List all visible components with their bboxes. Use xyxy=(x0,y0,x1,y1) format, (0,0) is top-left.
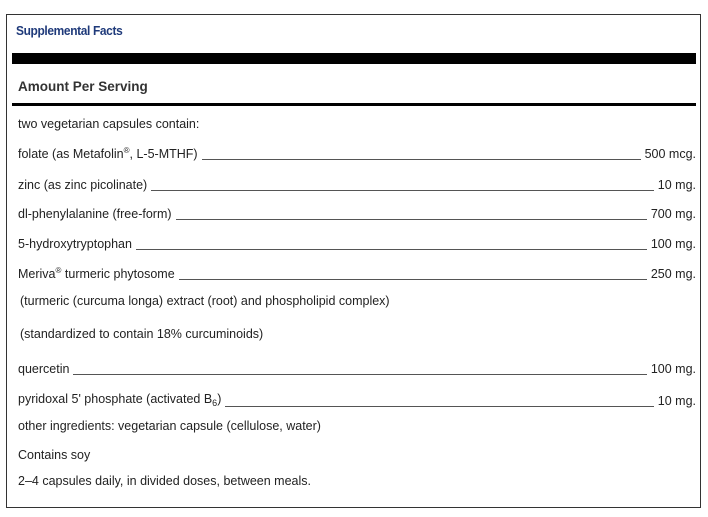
ingredient-amount: 10 mg. xyxy=(657,394,696,408)
leader-line xyxy=(176,218,647,220)
leader-line xyxy=(73,373,646,375)
ingredient-name: Meriva® turmeric phytosome xyxy=(18,266,175,281)
note-standardized: (standardized to contain 18% curcuminoids) xyxy=(20,327,264,341)
ingredient-amount: 700 mg. xyxy=(650,207,696,221)
leader-line xyxy=(225,405,653,407)
supplement-facts-panel xyxy=(6,14,701,508)
thick-divider xyxy=(12,53,696,64)
ingredient-name: pyridoxal 5' phosphate (activated $B_6$) xyxy=(18,392,222,408)
leader-line xyxy=(202,158,641,160)
ingredient-row-meriva xyxy=(18,267,696,281)
other-ingredients: other ingredients: vegetarian capsule (cellulose, water) xyxy=(18,419,321,433)
ingredient-row-phenylalanine xyxy=(18,207,696,221)
thin-divider xyxy=(12,103,696,106)
panel-title: Supplemental Facts xyxy=(16,23,123,38)
ingredient-amount: 100 mg. xyxy=(650,362,696,376)
ingredient-name: dl-phenylalanine (free-form) xyxy=(18,207,172,221)
ingredient-amount: 100 mg. xyxy=(650,237,696,251)
allergen-statement: Contains soy xyxy=(18,448,91,462)
leader-line xyxy=(136,248,647,250)
ingredient-row-5-htp xyxy=(18,237,696,251)
ingredient-row-zinc xyxy=(18,178,696,192)
ingredient-name: folate (as Metafolin®, L-5-MTHF) xyxy=(18,146,198,161)
ingredient-name: 5-hydroxytryptophan xyxy=(18,237,132,251)
ingredient-row-folate xyxy=(18,147,696,161)
directions: 2–4 capsules daily, in divided doses, between meals. xyxy=(18,474,311,488)
ingredient-amount: 250 mg. xyxy=(650,267,696,281)
ingredient-amount: 500 mcg. xyxy=(644,147,696,161)
ingredient-amount: 10 mg. xyxy=(657,178,696,192)
ingredient-name: zinc (as zinc picolinate) xyxy=(18,178,148,192)
ingredient-row-pyridoxal xyxy=(18,392,696,408)
leader-line xyxy=(179,278,647,280)
amount-per-serving-heading: Amount Per Serving xyxy=(18,79,148,94)
ingredient-name: quercetin xyxy=(18,362,70,376)
leader-line xyxy=(151,189,654,191)
note-turmeric-extract: (turmeric (curcuma longa) extract (root) and phospholipid complex) xyxy=(20,294,390,308)
ingredient-row-quercetin xyxy=(18,362,696,376)
intro-text: two vegetarian capsules contain: xyxy=(18,117,200,131)
